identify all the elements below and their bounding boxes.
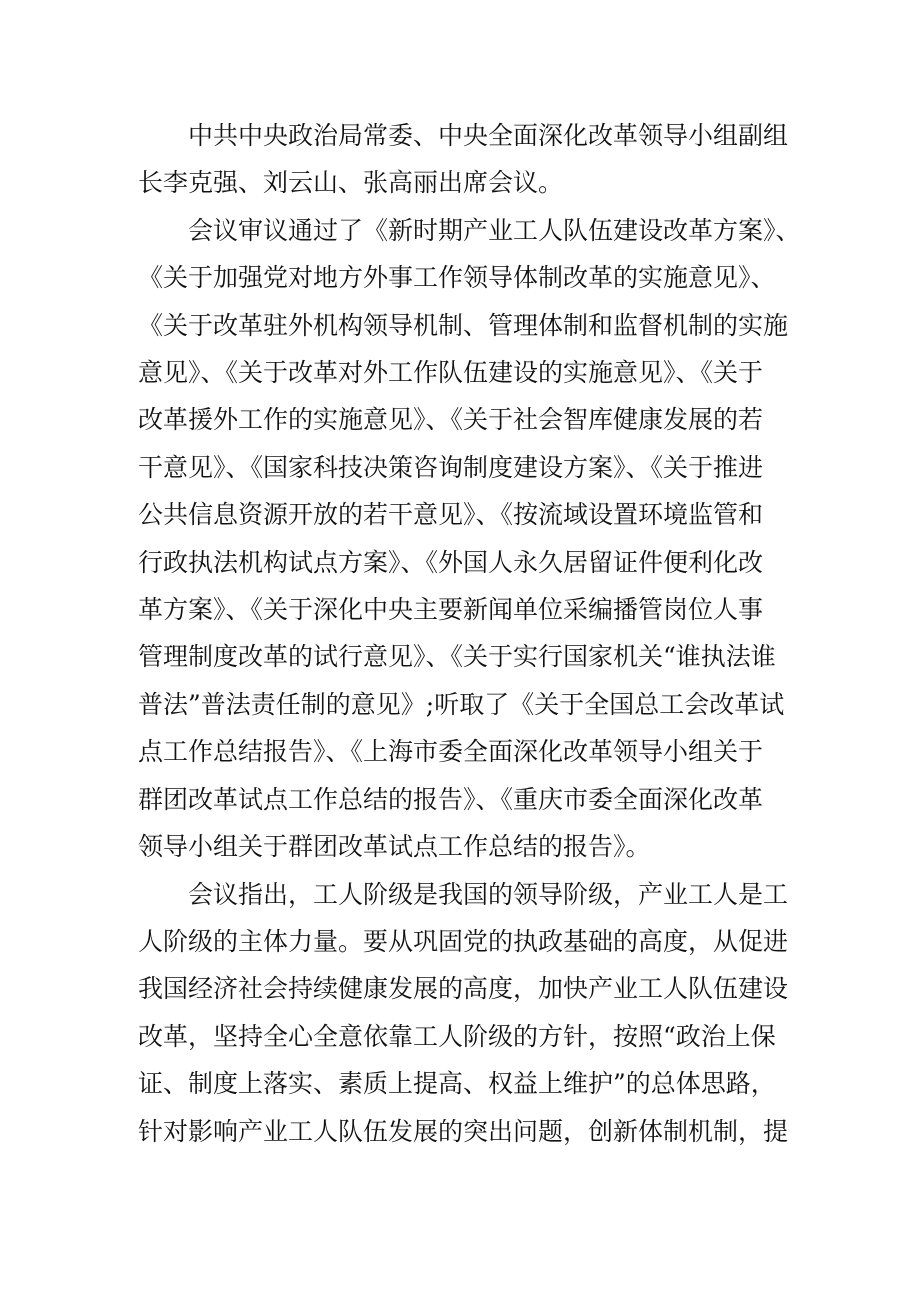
text-line: 普法”普法责任制的意见》;听取了《关于全国总工会改革试	[138, 689, 785, 719]
paragraph-attendance	[138, 112, 788, 207]
text-line: 行政执法机构试点方案》、《外国人永久居留证件便利化改	[138, 547, 764, 577]
paragraph-documents-reviewed	[138, 207, 801, 871]
text-line: 《关于改革驻外机构领导机制、管理体制和监督机制的实施	[138, 310, 789, 340]
text-line: 长李克强、刘云山、张高丽出席会议。	[138, 168, 564, 198]
text-line: 群团改革试点工作总结的报告》、《重庆市委全面深化改革	[138, 784, 764, 814]
text-line: 人阶级的主体力量。要从巩固党的执政基础的高度，从促进	[138, 926, 789, 956]
text-line: 改革，坚持全心全意依靠工人阶级的方针，按照“政治上保	[138, 1021, 776, 1051]
text-line: 点工作总结报告》、《上海市委全面深化改革领导小组关于	[138, 737, 764, 767]
text-line: 干意见》、《国家科技决策咨询制度建设方案》、《关于推进	[138, 452, 764, 482]
text-line: 公共信息资源开放的若干意见》、《按流域设置环境监管和	[138, 500, 764, 530]
text-line: 中共中央政治局常委、中央全面深化改革领导小组副组	[188, 121, 789, 150]
text-line: 管理制度改革的试行意见》、《关于实行国家机关“谁执法谁	[138, 642, 776, 672]
document-body	[138, 112, 801, 1155]
text-line: 《关于加强党对地方外事工作领导体制改革的实施意见》、	[138, 263, 776, 293]
text-line: 会议指出，工人阶级是我国的领导阶级，产业工人是工	[188, 879, 789, 909]
text-line: 我国经济社会持续健康发展的高度，加快产业工人队伍建设	[138, 974, 789, 1004]
paragraph-meeting-points	[138, 871, 788, 1155]
text-line: 证、制度上落实、素质上提高、权益上维护”的总体思路，	[138, 1069, 776, 1099]
text-line: 意见》、《关于改革对外工作队伍建设的实施意见》、《关于	[138, 358, 764, 388]
text-line: 改革援外工作的实施意见》、《关于社会智库健康发展的若	[138, 405, 764, 435]
text-line: 针对影响产业工人队伍发展的突出问题，创新体制机制，提	[138, 1116, 789, 1146]
text-line: 革方案》、《关于深化中央主要新闻单位采编播管岗位人事	[138, 595, 764, 625]
text-line: 会议审议通过了《新时期产业工人队伍建设改革方案》、	[188, 215, 801, 245]
text-line: 领导小组关于群团改革试点工作总结的报告》。	[138, 832, 651, 862]
